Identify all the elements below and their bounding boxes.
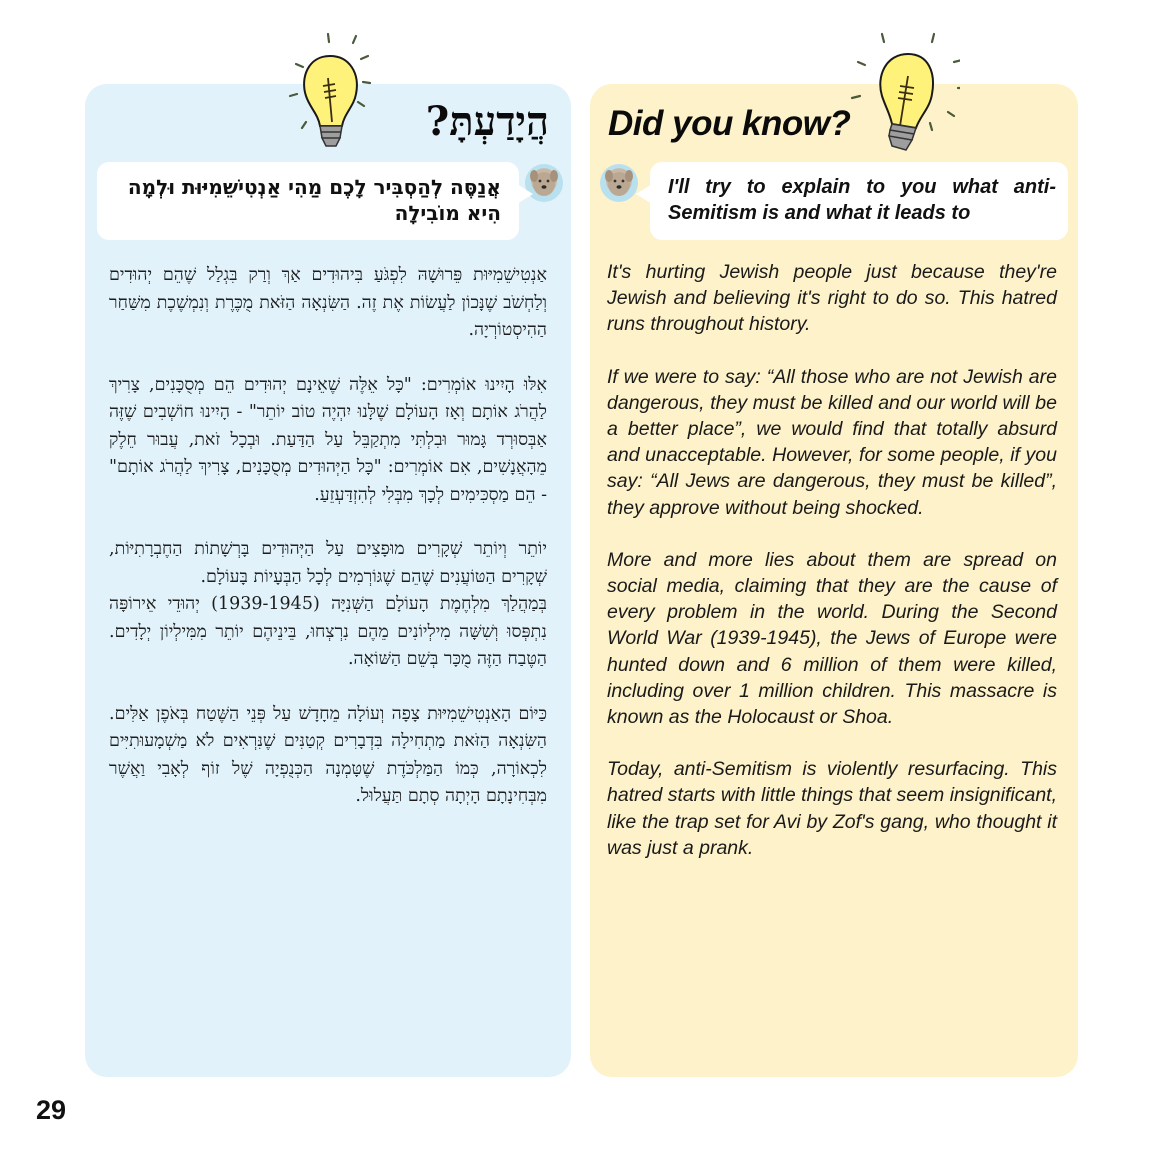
dog-avatar-icon: [600, 164, 638, 202]
english-title: Did you know?: [608, 104, 851, 143]
light-bulb-icon: [840, 28, 960, 168]
hebrew-title: הֲיָדַעְתָּ?: [425, 98, 549, 145]
paragraph: כַּיּוֹם הָאַנְטִישֵׁמִיּוּת צָפָה וְעוֹלָה מֵחָדָשׁ עַל פְּנֵי הַשֶּׁטַח בְּאֹפֶן אַלִּים. הַשִּׂנְאָה הַזֹּאת מַתְחִילָה בִּדְבָרִים קְטַנִּים שֶׁנִּרְאִים לֹא מַשְׁמָעוּתִיִּים לִכְאוֹרָה, כְּמוֹ הַמַּלְכֹּדֶת שֶׁטָּמְנָה הַכְּנֻפְיָה שֶׁל זוֹף לְאָבִי וַאֲשֶׁר מִבְּחִינָתָם הָיְתָה סְתָם תַּעֲלוּל.: [109, 703, 547, 806]
paragraph: If we were to say: “All those who are not Jewish are dangerous, they must be killed and our world will be a better place”, we would find that totally absurd and unacceptable. However, for some people, if you say: “All Jews are dangerous, they must be killed”, they approve without being shocked.: [607, 365, 1057, 519]
english-body: [607, 259, 1057, 887]
paragraph: אַנְטִישֵׁמִיּוּת פֵּרוּשָׁהּ לִפְגֹּעַ בִּיהוּדִים אַךְ וְרַק בִּגְלַל שֶׁהֵם יְהוּדִים וְלַחְשֹׁב שֶׁנָּכוֹן לַעֲשׂוֹת אֶת זֶה. הַשִּׂנְאָה הַזֹּאת מֻכֶּרֶת וְנִמְשֶׁכֶת מִשַּׁחַר הַהִיסְטוֹרְיָה.: [109, 265, 547, 340]
hebrew-panel: [85, 84, 571, 1077]
speech-bubble: [97, 162, 519, 240]
paragraph: More and more lies about them are spread on social media, claiming that they are the cause of every problem in the world. During the Second World War (1939-1945), the Jews of Europe were hunted down and 6 million of them were killed, including over 1 million children. This massacre is known as the Holocaust or Shoa.: [607, 548, 1057, 729]
english-panel: [590, 84, 1078, 1077]
paragraph: Today, anti-Semitism is violently resurfacing. This hatred starts with little things that seem insignificant, like the trap set for Avi by Zof's gang, who thought it was just a prank.: [607, 758, 1057, 859]
bubble-text: אֲנַסֶּה לְהַסְבִּיר לָכֶם מַהִי אַנְטִישֵׁמִיּוּת וּלְמָה הִיא מוֹבִילָה: [127, 175, 501, 225]
paragraph: יוֹתֵר וְיוֹתֵר שְׁקָרִים מוּפָצִים עַל הַיְּהוּדִים בָּרְשָׁתוֹת הַחֶבְרָתִיּוֹת, שְׁקָרִים הַטּוֹעֲנִים שֶׁהֵם שֶׁגּוֹרְמִים לְכָל הַבְּעָיוֹת בָּעוֹלָם.: [109, 539, 547, 587]
paragraph: It's hurting Jewish people just because they're Jewish and believing it's right to do so. This hatred runs throughout history.: [607, 261, 1057, 336]
speech-bubble: [650, 162, 1068, 240]
light-bulb-icon: [270, 28, 390, 168]
page-number: 29: [36, 1095, 67, 1125]
paragraph: אִלּוּ הָיִינוּ אוֹמְרִים: "כָּל אֵלֶּה שֶׁאֵינָם יְהוּדִים הֵם מְסֻכָּנִים, צָרִיךְ לַהֲרֹג אוֹתָם וְאָז הָעוֹלָם שֶׁלָּנוּ יִהְיֶה טוֹב יוֹתֵר" - הָיִינוּ חוֹשְׁבִים שֶׁזֶּה אַבְּסוּרְד גָּמוּר וּבִלְתִּי מִתְקַבֵּל עַל הַדַּעַת. וּבְכָל זֹאת, עֲבוּר חֵלֶק מֵהָאֲנָשִׁים, אִם אוֹמְרִים: "כָּל הַיְּהוּדִים מְסֻכָּנִים, צָרִיךְ לַהֲרֹג אוֹתָם" - הֵם מַסְכִּימִים לְכָךְ מִבְּלִי לְהִזְדַּעְזֵעַ.: [109, 374, 547, 505]
bubble-text: I'll try to explain to you what anti-Semitism is and what it leads to: [668, 176, 1056, 224]
paragraph: בְּמַהֲלַךְ מִלְחֶמֶת הָעוֹלָם הַשְּׁנִיָּה (1939-1945) יְהוּדֵי אֵירוֹפָּה נִתְפְּסוּ וְשִׁשָּׁה מִילְיוֹנִים מֵהֶם נִרְצְחוּ, בֵּינֵיהֶם יוֹתֵר מִמִּילְיוֹן יְלָדִים. הַטֶּבַח הַזֶּה מֻכָּר בְּשֵׁם הַשּׁוֹאָה.: [109, 594, 547, 669]
hebrew-body: [109, 262, 547, 838]
